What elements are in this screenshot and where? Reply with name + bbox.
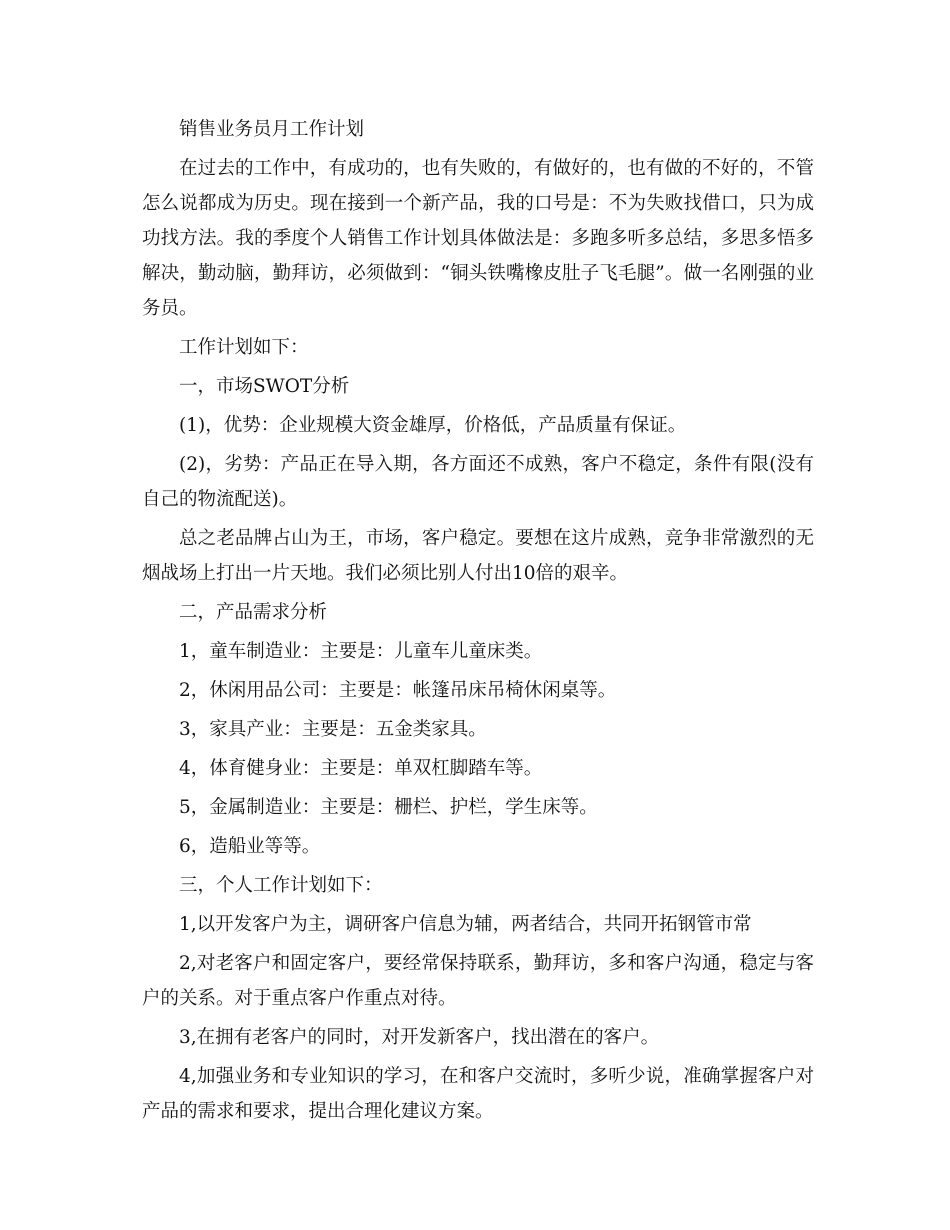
- list-item-demand-3: 3，家具产业：主要是：五金类家具。: [179, 719, 487, 740]
- list-item-demand-6: 6，造船业等等。: [179, 836, 321, 857]
- list-item-plan-2: 2,对老客户和固定客户，要经常保持联系，勤拜访，多和客户沟通，稳定与客户的关系。对于重点客户作重点对待。: [142, 953, 814, 1009]
- paragraph-summary: 总之老品牌占山为王，市场，客户稳定。要想在这片成熟，竞争非常激烈的无烟战场上打出一片天地。我们必须比别人付出10倍的艰辛。: [142, 528, 814, 584]
- list-item-demand-5: 5，金属制造业：主要是：栅栏、护栏，学生床等。: [179, 797, 598, 818]
- list-item-demand-1: 1，童车制造业：主要是：儿童车儿童床类。: [179, 641, 543, 662]
- paragraph-strengths: (1)，优势：企业规模大资金雄厚，价格低，产品质量有保证。: [179, 415, 687, 436]
- document-page: [142, 112, 814, 1133]
- section-heading-personal-plan: 三，个人工作计划如下：: [179, 875, 383, 896]
- paragraph-weaknesses: (2)，劣势：产品正在导入期，各方面还不成熟，客户不稳定，条件有限(没有自己的物流配送)。: [142, 454, 814, 510]
- list-item-plan-1: 1,以开发客户为主，调研客户信息为辅，两者结合，共同开拓钢管市常: [179, 914, 752, 935]
- paragraph-intro: 在过去的工作中，有成功的，也有失败的，有做好的，也有做的不好的，不管怎么说都成为历史。现在接到一个新产品，我的口号是：不为失败找借口，只为成功找方法。我的季度个人销售工作计划具体做法是：多跑多听多总结，多思多悟多解决，勤动脑，勤拜访，必须做到：“铜头铁嘴橡皮肚子飞毛腿”。做一名刚强的业务员。: [142, 158, 814, 319]
- list-item-plan-4: 4,加强业务和专业知识的学习，在和客户交流时，多听少说，准确掌握客户对产品的需求和要求，提出合理化建议方案。: [142, 1066, 814, 1122]
- list-item-plan-3: 3,在拥有老客户的同时，对开发新客户，找出潜在的客户。: [179, 1027, 660, 1048]
- document-title: 销售业务员月工作计划: [179, 119, 365, 140]
- list-item-demand-4: 4，体育健身业：主要是：单双杠脚踏车等。: [179, 758, 543, 779]
- list-item-demand-2: 2，休闲用品公司：主要是：帐篷吊床吊椅休闲桌等。: [179, 680, 617, 701]
- paragraph-plan-heading: 工作计划如下：: [179, 337, 309, 358]
- section-heading-swot: 一，市场SWOT分析: [179, 376, 350, 397]
- section-heading-demand: 二，产品需求分析: [179, 602, 328, 623]
